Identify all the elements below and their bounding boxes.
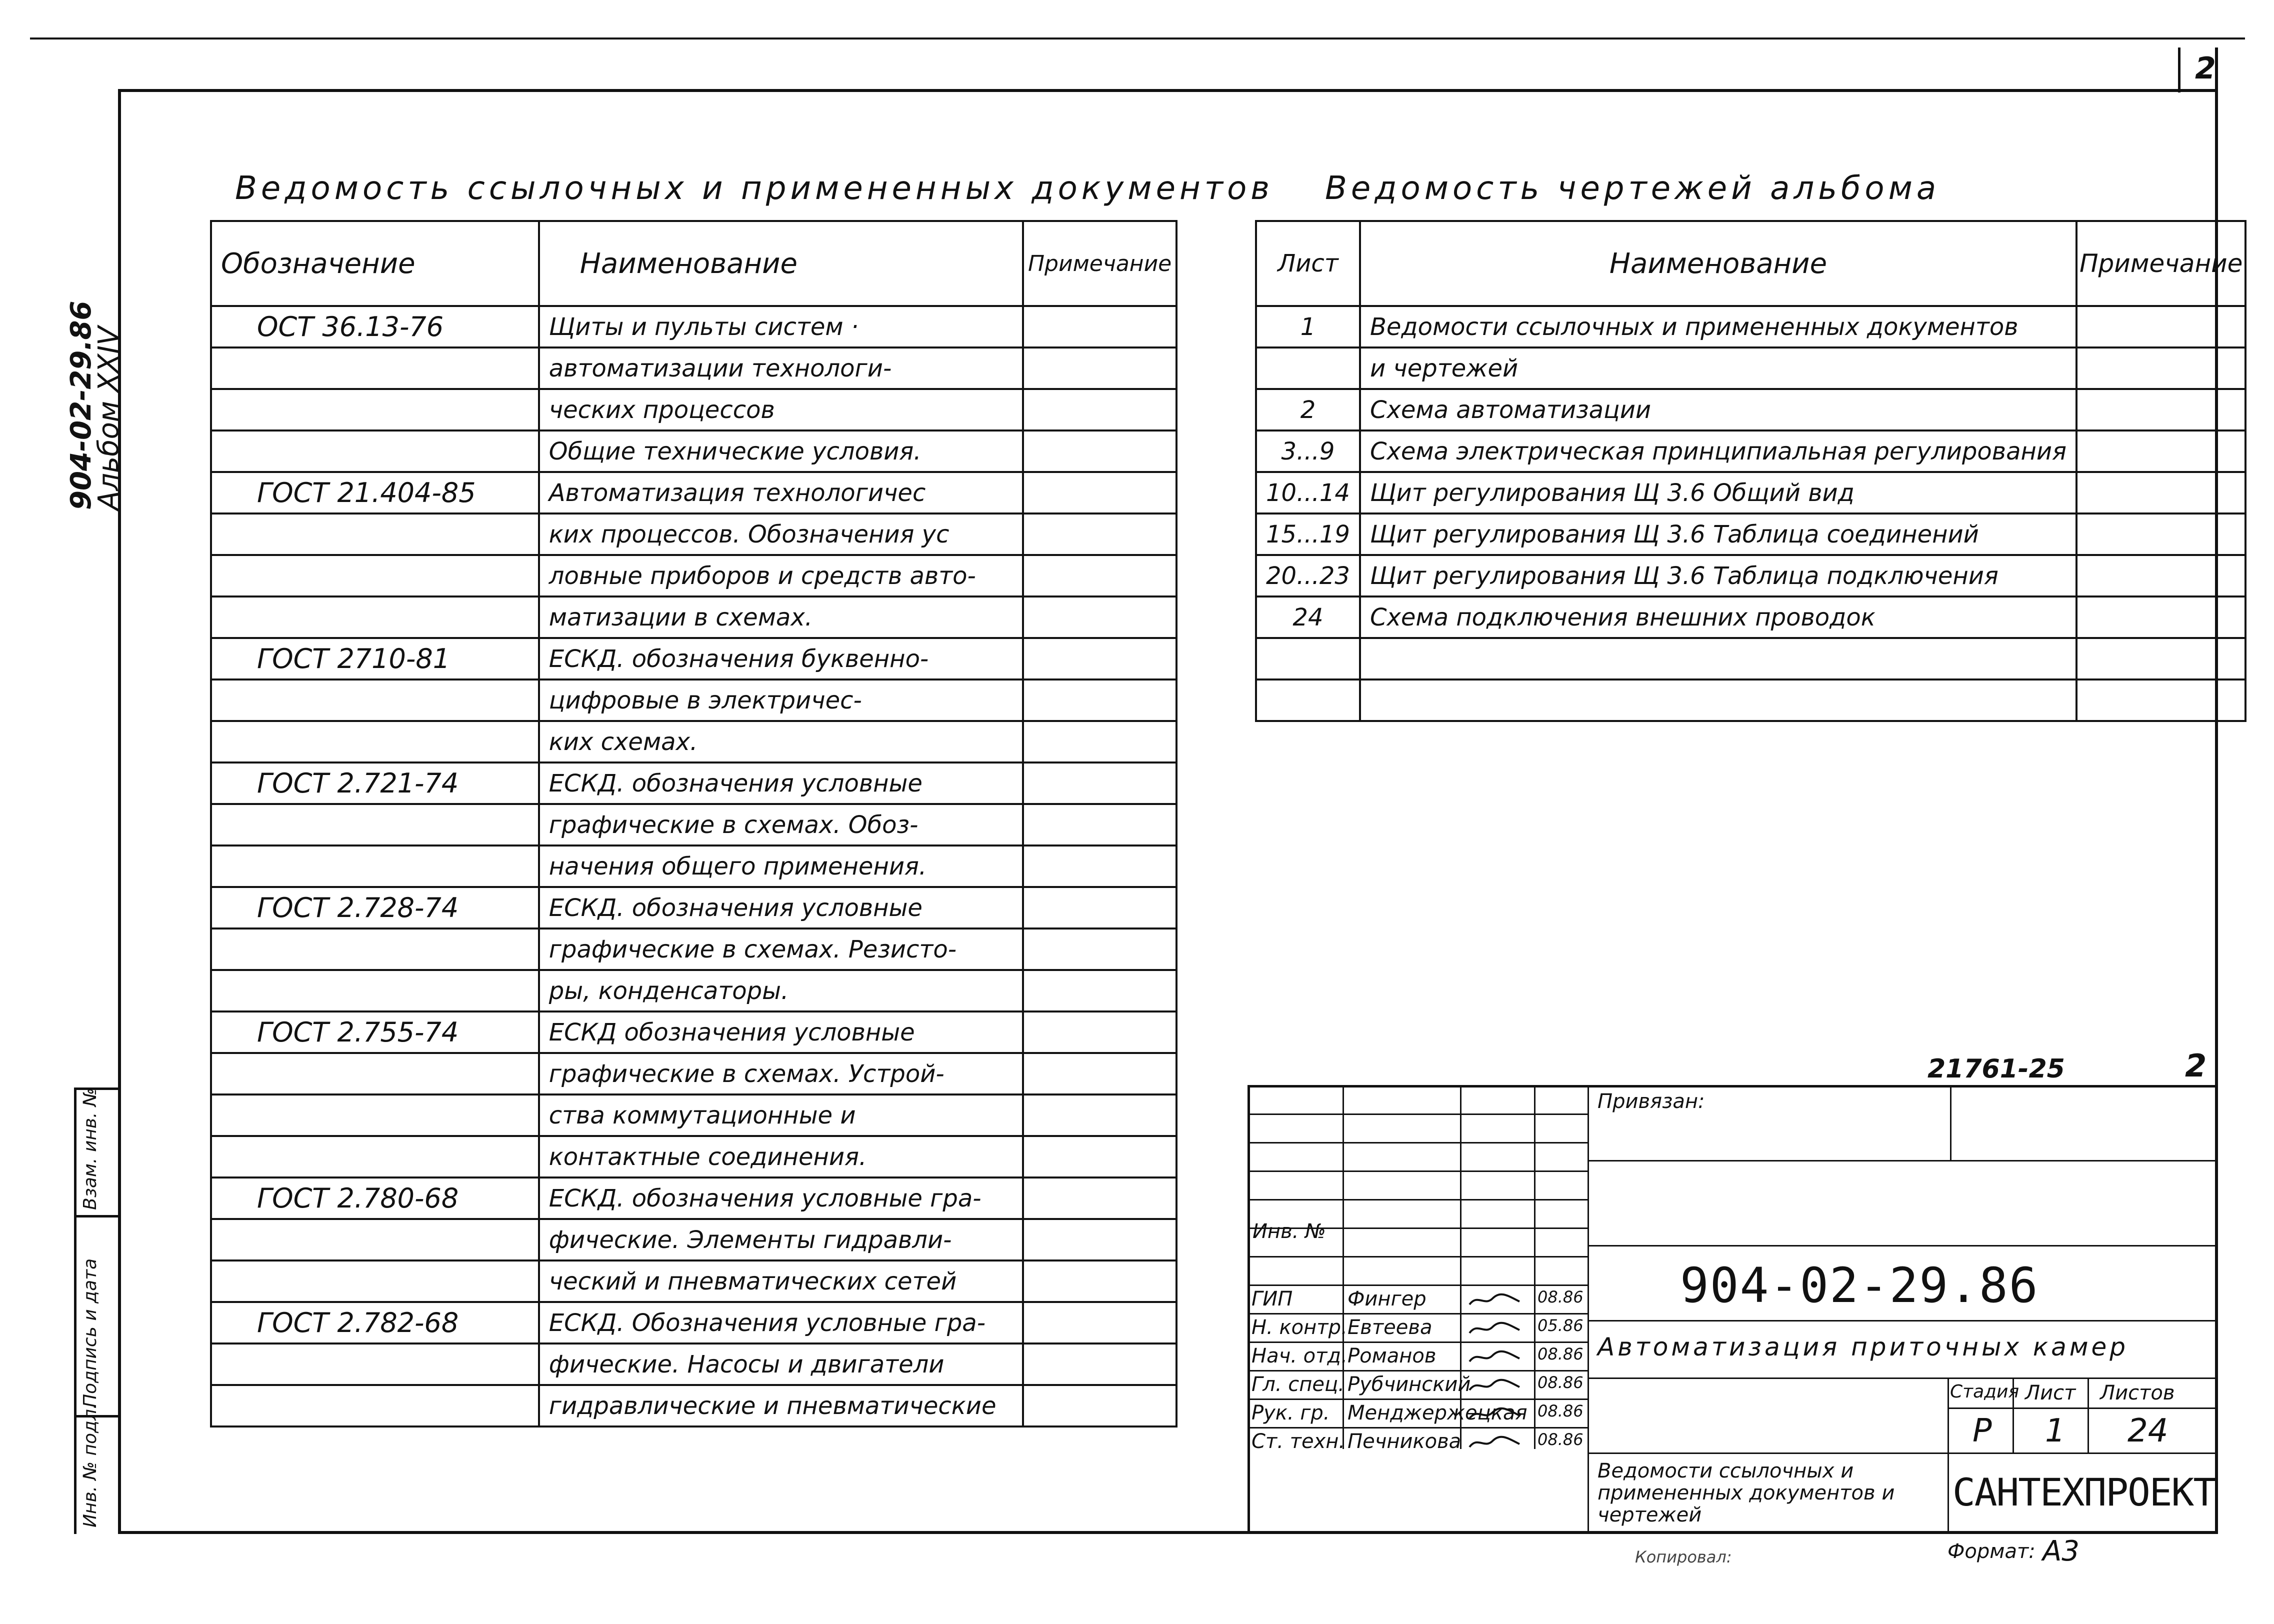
drawings-row-note: [2076, 389, 2246, 430]
drawings-row-sheet: 15...19: [1256, 514, 1360, 555]
drawings-row-note: [2076, 514, 2246, 555]
drawings-row-note: [2076, 680, 2246, 721]
refs-row-name: ких процессов. Обозначения ус: [539, 514, 1023, 555]
tb-grid-h: [1248, 1170, 1588, 1172]
drawings-row-name: и чертежей: [1360, 348, 2076, 389]
refs-row-designation: [211, 1385, 539, 1426]
refs-row: [211, 389, 1176, 430]
refs-row-designation: ОСТ 36.13-76: [211, 306, 539, 348]
refs-row-designation: [211, 430, 539, 472]
refs-row-designation: [211, 928, 539, 970]
refs-row-name: автоматизации технологи-: [539, 348, 1023, 389]
signature-date: 08.86: [1538, 1373, 1584, 1392]
refs-row-name: Общие технические условия.: [539, 430, 1023, 472]
refs-row: [211, 762, 1176, 804]
signature-date: 08.86: [1538, 1430, 1584, 1449]
refs-row: [211, 1302, 1176, 1344]
refs-row-designation: [211, 514, 539, 555]
refs-row-name: графические в схемах. Резисто-: [539, 928, 1023, 970]
attached-divider: [1950, 1085, 1952, 1160]
refs-row: [211, 514, 1176, 555]
tb-grid-h: [1248, 1370, 1588, 1372]
refs-row-name: ства коммутационные и: [539, 1094, 1023, 1136]
tb-grid-h: [1248, 1114, 1588, 1115]
side-strip-div1: [74, 1215, 119, 1218]
refs-row: [211, 1012, 1176, 1053]
copied-label: Копировал:: [1635, 1548, 1732, 1566]
refs-row-designation: ГОСТ 2.782-68: [211, 1302, 539, 1344]
refs-row-designation: [211, 555, 539, 596]
frame-left: [118, 89, 121, 1534]
refs-row-designation: [211, 1219, 539, 1260]
refs-row-designation: [211, 804, 539, 846]
signature-role: Гл. спец.: [1252, 1373, 1344, 1396]
drawings-row-name: Схема подключения внешних проводок: [1360, 596, 2076, 638]
refs-row: [211, 970, 1176, 1012]
drawings-row-note: [2076, 348, 2246, 389]
refs-row-note: [1023, 1219, 1176, 1260]
side-strip-inv-label: Инв. № подл.: [80, 1403, 100, 1528]
drawings-row: [1256, 514, 2246, 555]
refs-row: [211, 928, 1176, 970]
refs-row-designation: ГОСТ 2710-81: [211, 638, 539, 680]
signature-name: Фингер: [1348, 1288, 1426, 1310]
refs-row-note: [1023, 680, 1176, 721]
drawings-row: [1256, 680, 2246, 721]
refs-row-designation: ГОСТ 2.728-74: [211, 887, 539, 928]
stamp-inventory-sheet: 2: [2185, 1048, 2207, 1084]
signature-role: ГИП: [1252, 1288, 1293, 1310]
refs-row: [211, 555, 1176, 596]
frame-top: [118, 89, 2218, 92]
refs-row-designation: [211, 1094, 539, 1136]
signature-name: Менджержецкая: [1348, 1402, 1528, 1424]
refs-row-designation: ГОСТ 2.755-74: [211, 1012, 539, 1053]
refs-row: [211, 472, 1176, 514]
drawings-title: Ведомость чертежей альбома: [1325, 170, 1940, 207]
drawings-row-sheet: [1256, 348, 1360, 389]
signature-role: Нач. отд.: [1252, 1344, 1348, 1368]
refs-row: [211, 887, 1176, 928]
doc-code-bottom: [1588, 1320, 2218, 1322]
refs-row-name: ЕСКД. Обозначения условные гра-: [539, 1302, 1023, 1344]
refs-row-name: Автоматизация технологичес: [539, 472, 1023, 514]
refs-row-note: [1023, 1385, 1176, 1426]
refs-row-note: [1023, 472, 1176, 514]
drawings-row-name: Щит регулирования Щ 3.6 Таблица подключения: [1360, 555, 2076, 596]
stage-value: Р: [1972, 1412, 1992, 1450]
signature-mark-icon: [1468, 1350, 1522, 1364]
refs-row: [211, 721, 1176, 762]
refs-row-name: гидравлические и пневматические: [539, 1385, 1023, 1426]
refs-row-designation: [211, 680, 539, 721]
refs-row: [211, 1344, 1176, 1385]
refs-row-note: [1023, 846, 1176, 887]
drawings-row-note: [2076, 638, 2246, 680]
tb-grid-h: [1248, 1398, 1588, 1400]
sheet-value: 1: [2045, 1412, 2066, 1450]
refs-row: [211, 1136, 1176, 1178]
signature-role: Ст. техн.: [1252, 1430, 1346, 1453]
refs-row-name: ЕСКД. обозначения условные гра-: [539, 1178, 1023, 1219]
stage-labels-bottom: [1948, 1408, 2218, 1409]
drawings-row-sheet: 10...14: [1256, 472, 1360, 514]
attached-bottom: [1588, 1160, 2218, 1162]
drawings-header-note: Примечание: [2076, 221, 2246, 306]
refs-row: [211, 1094, 1176, 1136]
drawings-row: [1256, 348, 2246, 389]
refs-header-designation: Обозначение: [211, 221, 539, 306]
signature-name: Печникова: [1348, 1430, 1462, 1453]
refs-row-note: [1023, 1260, 1176, 1302]
refs-row-designation: [211, 596, 539, 638]
refs-row-designation: [211, 348, 539, 389]
inv-no-label: Инв. №: [1252, 1220, 1326, 1243]
refs-row-name: матизации в схемах.: [539, 596, 1023, 638]
drawings-row: [1256, 389, 2246, 430]
sheets-value: 24: [2128, 1412, 2168, 1450]
refs-row-note: [1023, 804, 1176, 846]
refs-row-name: графические в схемах. Обоз-: [539, 804, 1023, 846]
signature-date: 05.86: [1538, 1316, 1584, 1335]
refs-table: [210, 220, 1178, 1428]
refs-row: [211, 306, 1176, 348]
refs-row-designation: ГОСТ 2.721-74: [211, 762, 539, 804]
refs-row-note: [1023, 1178, 1176, 1219]
signature-mark-icon: [1468, 1321, 1522, 1336]
refs-row-name: фические. Насосы и двигатели: [539, 1344, 1023, 1385]
signature-mark-icon: [1468, 1378, 1522, 1393]
refs-row-note: [1023, 596, 1176, 638]
refs-row-note: [1023, 348, 1176, 389]
drawings-table: [1255, 220, 2246, 722]
side-document-code: 904-02-29.86: [65, 300, 98, 510]
refs-row-note: [1023, 721, 1176, 762]
drawings-row-note: [2076, 306, 2246, 348]
drawings-row-sheet: 2: [1256, 389, 1360, 430]
drawings-row: [1256, 430, 2246, 472]
drawings-header-sheet: Лист: [1256, 221, 1360, 306]
refs-row: [211, 430, 1176, 472]
refs-row: [211, 1178, 1176, 1219]
drawings-row: [1256, 596, 2246, 638]
drawings-row-note: [2076, 430, 2246, 472]
refs-row-note: [1023, 762, 1176, 804]
side-strip-replaces-label: Взам. инв. №: [80, 1088, 100, 1210]
sheet-label: Лист: [2025, 1382, 2076, 1404]
refs-row-note: [1023, 514, 1176, 555]
signature-mark-icon: [1468, 1435, 1522, 1450]
drawings-row-name: [1360, 638, 2076, 680]
drawings-row-note: [2076, 472, 2246, 514]
refs-row-note: [1023, 1094, 1176, 1136]
refs-row: [211, 680, 1176, 721]
tb-grid-v4: [1588, 1085, 1589, 1534]
signature-mark-icon: [1468, 1406, 1522, 1422]
refs-row-note: [1023, 430, 1176, 472]
signature-date: 08.86: [1538, 1288, 1584, 1306]
stage-label: Стадия: [1950, 1382, 2020, 1402]
refs-row-designation: [211, 1053, 539, 1094]
refs-row-name: ЕСКД. обозначения условные: [539, 887, 1023, 928]
format-label: Формат:: [1948, 1540, 2036, 1563]
tb-grid-h: [1248, 1199, 1588, 1200]
refs-row-note: [1023, 1302, 1176, 1344]
refs-row: [211, 804, 1176, 846]
signature-name: Романов: [1348, 1344, 1436, 1368]
sheet-title: Ведомости ссылочных и примененных документов и чертежей: [1598, 1460, 1895, 1526]
refs-row-note: [1023, 928, 1176, 970]
refs-row-note: [1023, 638, 1176, 680]
signature-date: 08.86: [1538, 1344, 1584, 1364]
refs-row-name: ловные приборов и средств авто-: [539, 555, 1023, 596]
drawings-row-name: Схема автоматизации: [1360, 389, 2076, 430]
sheet-number: 2: [2195, 51, 2216, 86]
refs-row-designation: ГОСТ 21.404-85: [211, 472, 539, 514]
drawings-row-name: [1360, 680, 2076, 721]
drawings-row-name: Ведомости ссылочных и примененных документов: [1360, 306, 2076, 348]
refs-row-name: фические. Элементы гидравли-: [539, 1219, 1023, 1260]
format-value: А3: [2042, 1535, 2080, 1568]
refs-row: [211, 1260, 1176, 1302]
drawings-row-sheet: 20...23: [1256, 555, 1360, 596]
side-album-label: Альбом XXIV: [92, 326, 125, 510]
refs-row-name: графические в схемах. Устрой-: [539, 1053, 1023, 1094]
refs-row: [211, 1219, 1176, 1260]
signature-date: 08.86: [1538, 1402, 1584, 1420]
refs-row-designation: [211, 1136, 539, 1178]
tb-grid-h: [1248, 1284, 1588, 1286]
refs-header-note: Примечание: [1023, 221, 1176, 306]
sheet-no-box-left: [2178, 48, 2180, 92]
drawings-row-sheet: [1256, 680, 1360, 721]
drawings-row-name: Схема электрическая принципиальная регулирования: [1360, 430, 2076, 472]
organization-name: САНТЕХПРОЕКТ: [1952, 1470, 2216, 1514]
attached-label: Привязан:: [1598, 1090, 1705, 1113]
refs-row-designation: [211, 389, 539, 430]
refs-row-designation: [211, 1260, 539, 1302]
refs-row-name: цифровые в электричес-: [539, 680, 1023, 721]
refs-title: Ведомость ссылочных и примененных документов: [235, 170, 1274, 207]
refs-row-note: [1023, 970, 1176, 1012]
drawings-row-name: Щит регулирования Щ 3.6 Общий вид: [1360, 472, 2076, 514]
refs-header-name: Наименование: [539, 221, 1023, 306]
refs-row-designation: [211, 1344, 539, 1385]
side-strip-signature-label: Подпись и дата: [80, 1258, 100, 1408]
refs-row-designation: [211, 721, 539, 762]
drawings-row: [1256, 472, 2246, 514]
refs-row-name: ЕСКД. обозначения буквенно-: [539, 638, 1023, 680]
stage-values-bottom: [1588, 1452, 2218, 1454]
project-title-bottom: [1588, 1378, 2218, 1379]
refs-row: [211, 1385, 1176, 1426]
refs-row-name: ких схемах.: [539, 721, 1023, 762]
refs-row-designation: ГОСТ 2.780-68: [211, 1178, 539, 1219]
stamp-inventory-code: 21761-25: [1928, 1054, 2065, 1084]
refs-row-name: начения общего применения.: [539, 846, 1023, 887]
refs-row-note: [1023, 1012, 1176, 1053]
drawings-row-note: [2076, 555, 2246, 596]
signature-name: Рубчинский: [1348, 1373, 1471, 1396]
refs-row: [211, 348, 1176, 389]
signature-role: Н. контр.: [1252, 1316, 1348, 1339]
refs-row-designation: [211, 970, 539, 1012]
refs-row-note: [1023, 1344, 1176, 1385]
refs-row-note: [1023, 555, 1176, 596]
refs-row: [211, 1053, 1176, 1094]
refs-row: [211, 596, 1176, 638]
refs-row-name: Щиты и пульты систем ·: [539, 306, 1023, 348]
tb-grid-h: [1248, 1342, 1588, 1343]
refs-row-name: ЕСКД обозначения условные: [539, 1012, 1023, 1053]
signature-mark-icon: [1468, 1292, 1522, 1308]
tb-grid-v3: [1534, 1085, 1536, 1449]
refs-row: [211, 638, 1176, 680]
refs-row-designation: [211, 846, 539, 887]
refs-row-note: [1023, 887, 1176, 928]
drawings-row-sheet: 3...9: [1256, 430, 1360, 472]
refs-row-note: [1023, 1053, 1176, 1094]
side-strip-left: [74, 1088, 76, 1534]
refs-row-name: ческий и пневматических сетей: [539, 1260, 1023, 1302]
drawings-row-sheet: 1: [1256, 306, 1360, 348]
drawings-row-sheet: [1256, 638, 1360, 680]
refs-row-name: контактные соединения.: [539, 1136, 1023, 1178]
signature-name: Евтеева: [1348, 1316, 1432, 1339]
stage-box-left: [1948, 1378, 1949, 1534]
drawings-row-sheet: 24: [1256, 596, 1360, 638]
tb-grid-h: [1248, 1313, 1588, 1314]
project-title: Автоматизация приточных камер: [1598, 1332, 2128, 1362]
tb-grid-h: [1248, 1256, 1588, 1258]
tb-grid-h: [1248, 1142, 1588, 1144]
drawings-row: [1256, 306, 2246, 348]
signature-role: Рук. гр.: [1252, 1402, 1330, 1424]
drawings-row-note: [2076, 596, 2246, 638]
refs-row-note: [1023, 306, 1176, 348]
refs-row: [211, 846, 1176, 887]
refs-row-name: ры, конденсаторы.: [539, 970, 1023, 1012]
top-edge-line: [30, 38, 2245, 40]
sheets-label: Листов: [2100, 1382, 2175, 1404]
tb-grid-h: [1248, 1427, 1588, 1428]
doc-code-top: [1588, 1245, 2218, 1246]
drawings-row: [1256, 555, 2246, 596]
drawings-row: [1256, 638, 2246, 680]
drawings-header-name: Наименование: [1360, 221, 2076, 306]
refs-row-name: ЕСКД. обозначения условные: [539, 762, 1023, 804]
refs-row-name: ческих процессов: [539, 389, 1023, 430]
document-code: 904-02-29.86: [1680, 1258, 2039, 1314]
refs-row-note: [1023, 389, 1176, 430]
refs-row-note: [1023, 1136, 1176, 1178]
stage-box-v3: [2088, 1378, 2089, 1452]
drawings-row-name: Щит регулирования Щ 3.6 Таблица соединений: [1360, 514, 2076, 555]
